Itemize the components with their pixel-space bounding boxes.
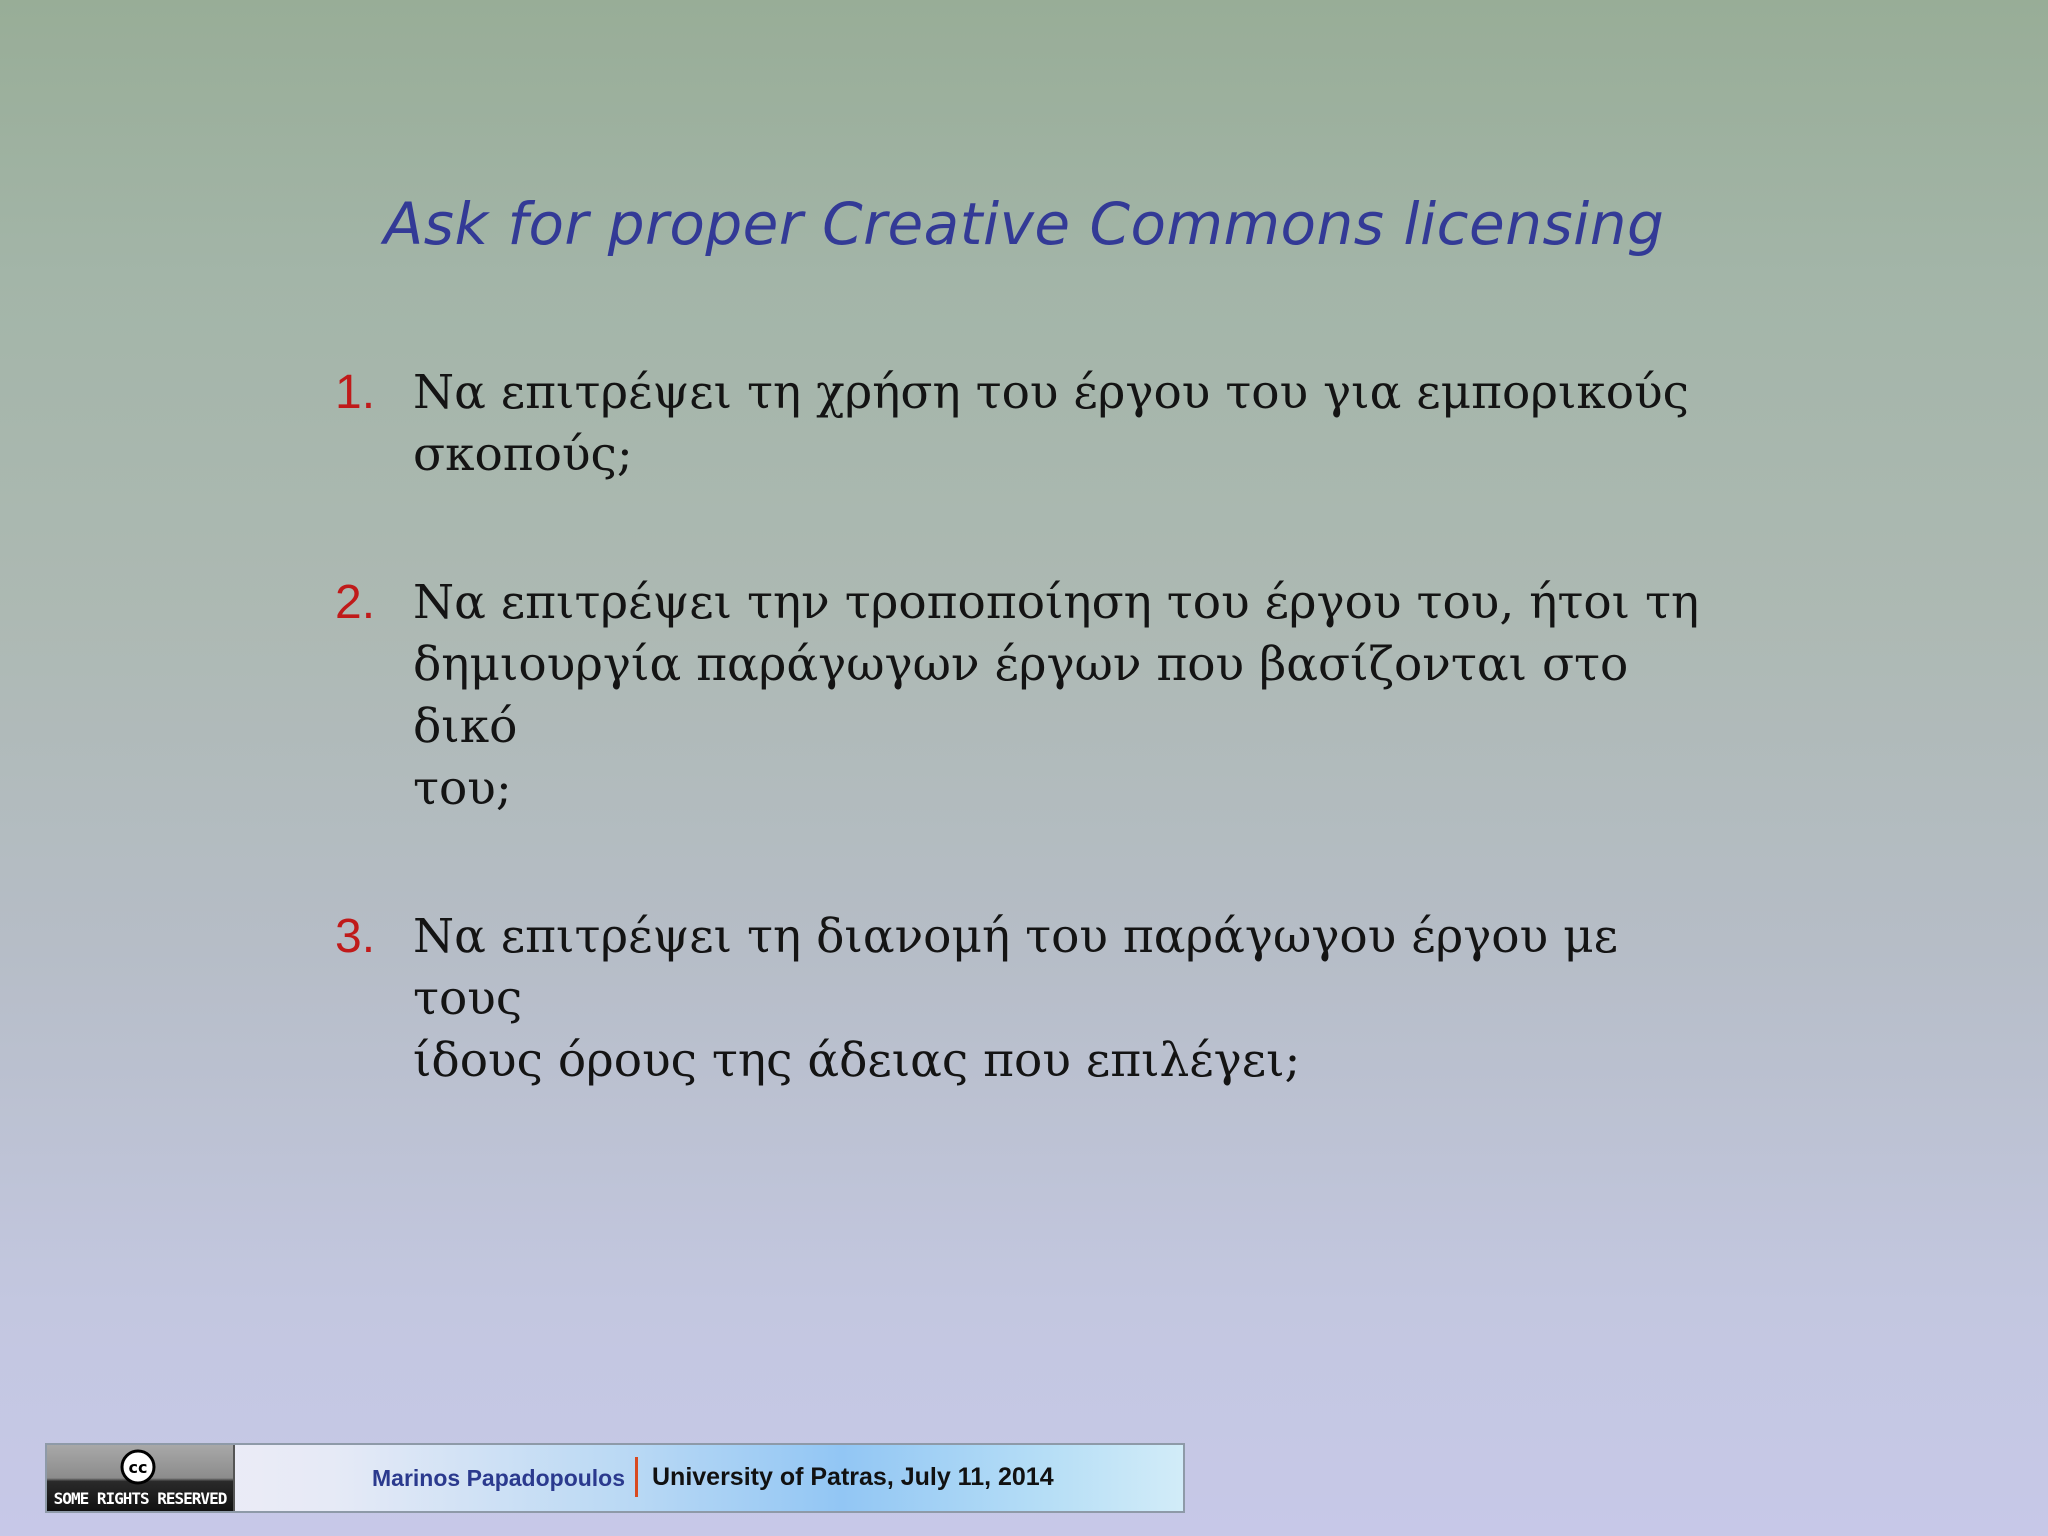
list-item-line: δημιουργία παράγωγων έργων που βασίζονται στο δικό [413,637,1629,754]
cc-badge-text: SOME RIGHTS RESERVED [53,1489,227,1508]
footer-divider [635,1457,638,1497]
list-item-line: σκοπούς; [413,427,633,482]
slide-title: Ask for proper Creative Commons licensing [383,190,1665,258]
cc-icon [120,1449,156,1485]
list-item-line: Να επιτρέψει τη διανομή του παράγωγου έργου με τους [413,909,1618,1026]
footer-bar [45,1443,1185,1513]
footer-event: University of Patras, July 11, 2014 [652,1463,1054,1491]
list-item [335,362,1735,486]
numbered-list [335,362,1735,1178]
list-item-number: 2. [335,576,376,629]
list-item-number: 1. [335,366,376,419]
svg-text:cc: cc [128,1458,148,1477]
list-item-line: Να επιτρέψει την τροποποίηση του έργου του, ήτοι τη [413,575,1700,630]
list-item-number: 3. [335,910,376,963]
footer-author: Marinos Papadopoulos [372,1465,626,1491]
list-item [335,906,1735,1092]
list-item [335,572,1735,820]
list-item-line: ίδους όρους της άδειας που επιλέγει; [413,1033,1301,1088]
cc-license-badge[interactable] [47,1445,235,1511]
list-item-line: Να επιτρέψει τη χρήση του έργου του για εμπορικούς [413,365,1689,420]
list-item-line: του; [413,761,512,816]
